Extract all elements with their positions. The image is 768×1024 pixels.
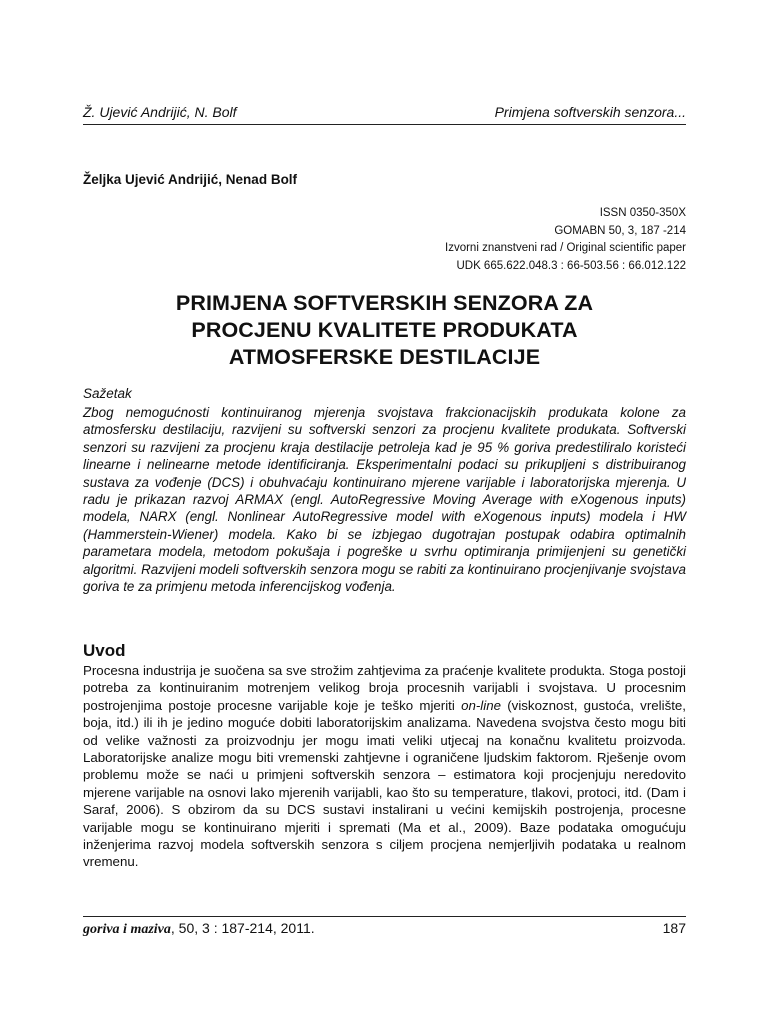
citation-details: , 50, 3 : 187-214, 2011. <box>170 920 315 936</box>
intro-paragraph <box>83 662 686 871</box>
title-line: PRIMJENA SOFTVERSKIH SENZORA ZA <box>175 291 594 315</box>
udk-code: UDK 665.622.048.3 : 66-503.56 : 66.012.122 <box>456 259 686 272</box>
title-line: ATMOSFERSKE DESTILACIJE <box>228 345 541 369</box>
header-short-title: Primjena softverskih senzora... <box>494 104 686 120</box>
paper-authors: Željka Ujević Andrijić, Nenad Bolf <box>83 172 298 187</box>
paper-metadata <box>286 205 686 275</box>
footer-citation <box>83 920 315 938</box>
intro-text-part: Procesna industrija je suočena sa sve strožim zahtjevima za praćenje kvalitete produkta. Stoga postoji potreba za kontinuiranim motrenjem velikog broja procesnih varijabli i svojstava. U procesnim postrojenjima postoje procesne varijable koje je teško mjeriti <box>83 663 686 713</box>
page <box>83 0 686 1024</box>
abstract-heading: Sažetak <box>83 386 132 401</box>
journal-name: goriva i maziva <box>83 922 171 937</box>
intro-online-term: on-line <box>461 697 501 713</box>
issn: ISSN 0350-350X <box>599 207 686 219</box>
journal-code: GOMABN 50, 3, 187 -214 <box>554 224 686 237</box>
abstract-text: Zbog nemogućnosti kontinuiranog mjerenja svojstava frakcionacijskih produkata kolone za atmosfersku destilaciju, razvijeni su softverski senzori za procjenu kvalitete produkata. Softverski senzori su razvijeni za procjenu kraja destilacije petroleja kad je 95 % goriva predestiliralo koristeći linearne i nelinearne metode identificiranja. Eksperimentalni podaci su prikupljeni s distribuiranog sustava za vođenje (DCS) i obuhvaćaju kontinuirano mjerene varijable i laboratorijska mjerenja. U radu je prikazan razvoj ARMAX (engl. AutoRegressive Moving Average with eXogenous inputs) modela, NARX (engl. Nonlinear AutoRegressive model with eXogenous inputs) modela i HW (Hammerstein-Wiener) modela. Kako bi se izbjegao dugotrajan postupak odabira optimalnih parametara modela, metodom pokušaja i pogreške u svrhu optimiranja primijenjeni su genetički algoritmi. Razvijeni modeli softverskih senzora mogu se rabiti za kontinuirano procjenjivanje svojstava goriva te za primjenu metoda inferencijskog vođenja. <box>83 405 686 595</box>
page-number: 187 <box>662 920 686 936</box>
page-footer <box>83 920 686 938</box>
paper-type: Izvorni znanstveni rad / Original scientific paper <box>445 242 686 254</box>
footer-rule <box>83 916 686 917</box>
running-header <box>83 103 686 125</box>
header-authors: Ž. Ujević Andrijić, N. Bolf <box>83 104 237 120</box>
intro-text-part: (viskoznost, gustoća, vrelište, boja, itd.) ili ih je jedino moguće dobiti laboratorijskim analizama. Navedena svojstva često mogu biti od velike važnosti za proizvodnju jer mogu imati veliki utjecaj na konačnu kvalitetu proizvoda. Laboratorijske analize mogu biti vremenski zahtjevne i ograničene ljudskim faktorom. Rješenje ovom problemu može se naći u primjeni softverskih senzora – estimatora koji procjenjuju neredovito mjerene varijable na osnovi lako mjerenih varijabli, kao što su temperature, tlakovi, protoci, itd. (Dam i Saraf, 2006). S obzirom da su DCS sustavi instalirani u većini kemijskih postrojenja, procesne varijable mogu se kontinuirano mjeriti i spremati (Ma et al., 2009). Baze podataka omogućuju inženjerima razvoj modela softverskih senzora s ciljem procjena nemjerljivih podataka u realnom vremenu. <box>83 697 686 870</box>
paper-title <box>83 290 686 371</box>
section-heading-intro: Uvod <box>83 641 126 660</box>
title-line: PROCJENU KVALITETE PRODUKATA <box>191 318 578 342</box>
